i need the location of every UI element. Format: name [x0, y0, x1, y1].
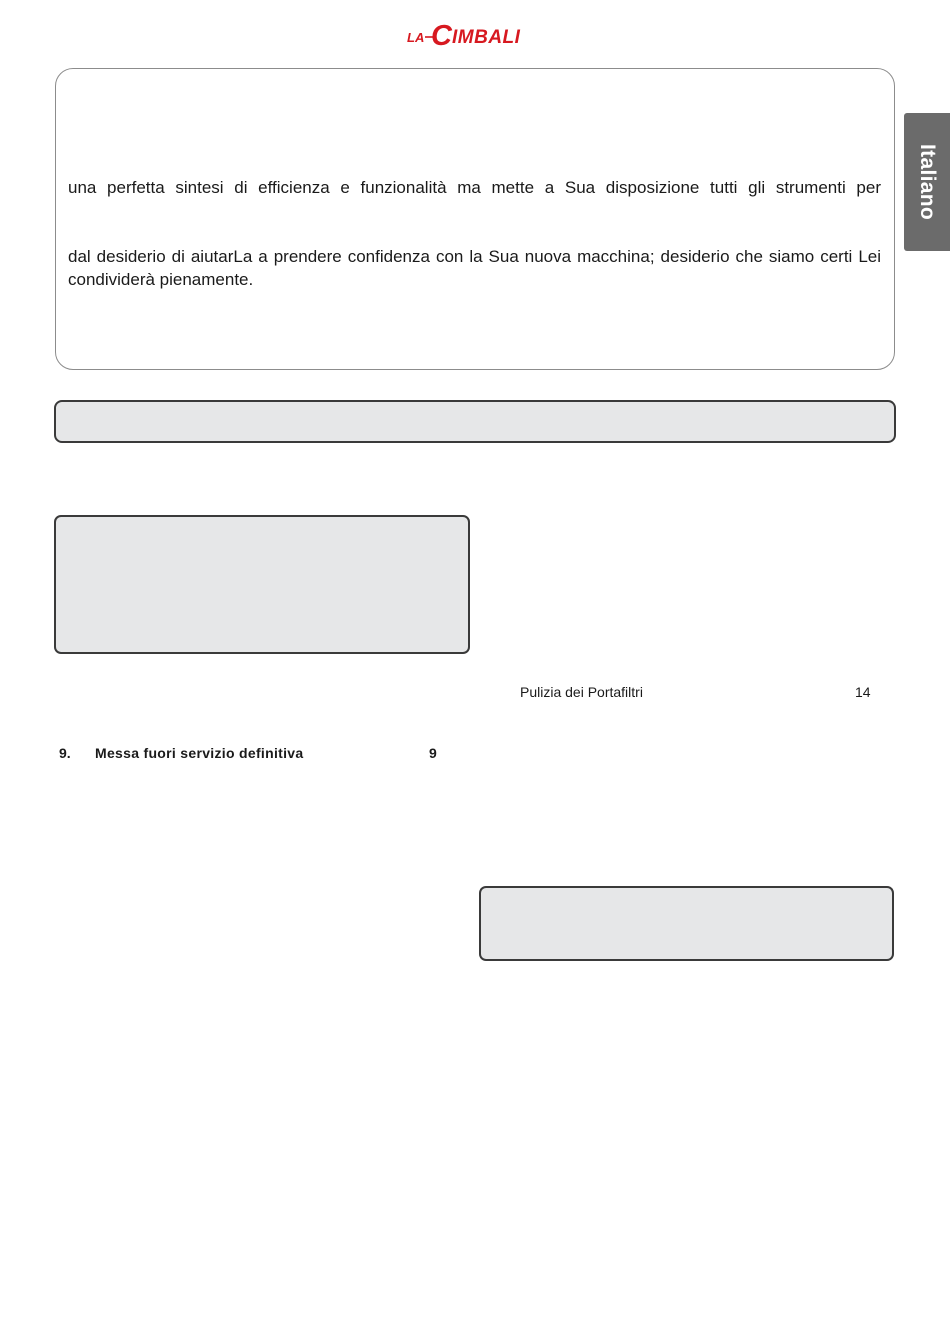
- left-note-panel: [54, 515, 470, 654]
- toc-entry-page: 14: [855, 684, 871, 700]
- language-tab: [904, 113, 950, 251]
- intro-paragraph-2: dal desiderio di aiutarLa a prendere confidenza con la Sua nuova macchina; desiderio che siamo certi Lei condividerà pienamente.: [68, 247, 881, 289]
- svg-text:IMBALI: IMBALI: [452, 27, 521, 48]
- toc-section-label: Messa fuori servizio definitiva: [95, 745, 304, 761]
- svg-text:C: C: [431, 22, 452, 52]
- intro-box: [55, 68, 895, 370]
- language-tab-label: Italiano: [916, 144, 939, 220]
- section-header-bar: [54, 400, 896, 443]
- intro-paragraph-1: una perfetta sintesi di efficienza e funzionalità ma mette a Sua disposizione tutti gli strumenti per: [68, 178, 881, 197]
- right-note-panel: [479, 886, 894, 961]
- toc-section-number: 9.: [59, 745, 71, 761]
- logo-lettering: [407, 22, 521, 52]
- toc-section-page: 9: [429, 745, 437, 761]
- la-cimbali-logo: [405, 22, 550, 52]
- svg-text:LA: LA: [407, 30, 425, 45]
- toc-entry-label: Pulizia dei Portafiltri: [520, 684, 643, 700]
